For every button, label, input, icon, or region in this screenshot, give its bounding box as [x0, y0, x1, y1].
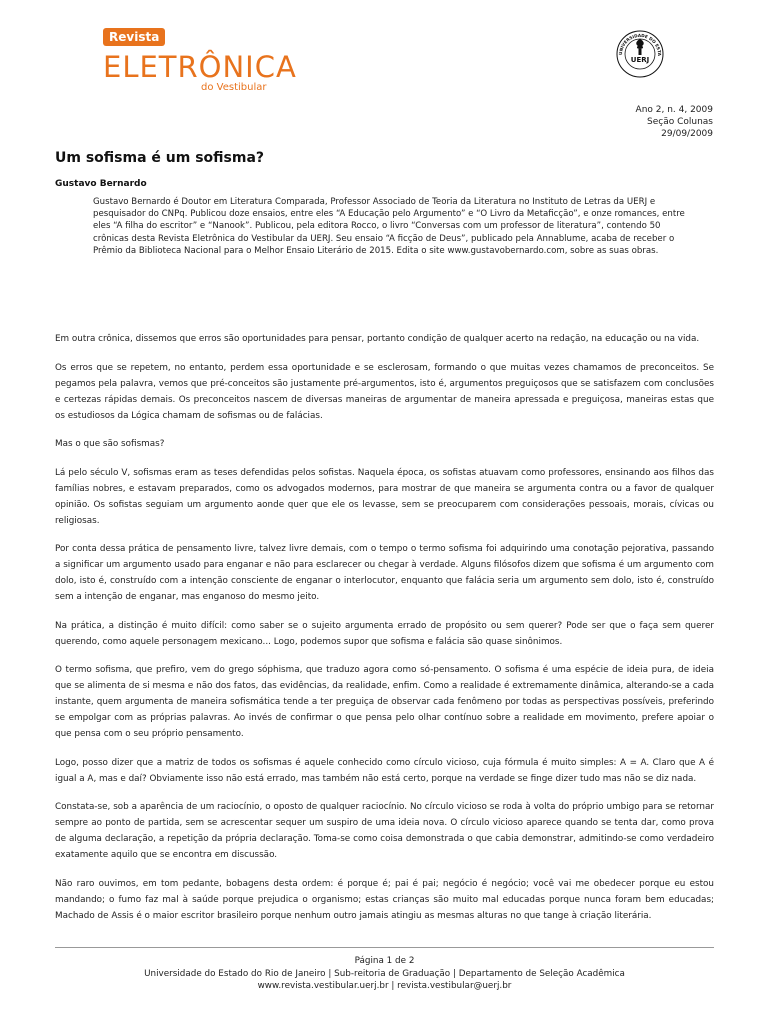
- paragraph: Em outra crônica, dissemos que erros são oportunidades para pensar, portanto condição de qualquer acerto na redação, na educação ou na vida.: [55, 334, 700, 344]
- footer-divider: [55, 947, 714, 948]
- revista-logo: [103, 28, 297, 98]
- paragraph: Lá pelo século V, sofismas eram as teses defendidas pelos sofistas. Naquela época, os sofistas atuavam como professores, ensinando aos filhos das famílias nobres, e estavam preparados, como os advogados modernos, para mostrar de que maneira se argumenta contra ou a favor de qualquer opinião. Os sofistas seguiam um argumento aonde quer que ele os levasse, sem se preocuparem com considerações pessoais, morais, cívicas ou religiosas.: [55, 467, 714, 526]
- paragraph: Mas o que são sofismas?: [55, 439, 165, 449]
- paragraph: Na prática, a distinção é muito difícil: como saber se o sujeito argumenta errado de propósito ou sem querer? Pode ser que o faça sem querer querendo, como aquele personagem mexicano... Logo, podemos supor que sofisma e falácia são quase sinônimos.: [55, 620, 714, 647]
- page-footer: [55, 955, 714, 993]
- author-bio: Gustavo Bernardo é Doutor em Literatura Comparada, Professor Associado de Teoria da Literatura no Instituto de Letras da UERJ e pesquisador do CNPq. Publicou doze ensaios, entre eles “A Educação pelo Argumento” e “O Livro da Metaficção”, e onze romances, entre eles “A filha do escritor” e “Nanook”. Publicou, pela editora Rocco, o livro “Conversas com um professor de literatura”, contendo 50 crônicas desta Revista Eletrônica do Vestibular da UERJ. Seu ensaio “A ficção de Deus”, publicado pela Annablume, acaba de receber o Prêmio da Biblioteca Nacional para o Melhor Ensaio Literário de 2015. Edita o site www.gustavobernardo.com, sobre as suas obras.: [93, 197, 685, 256]
- uerj-seal-icon: [615, 27, 665, 79]
- page-number: Página 1 de 2: [354, 956, 415, 966]
- paragraph: Constata-se, sob a aparência de um raciocínio, o oposto de qualquer raciocínio. No círculo vicioso se roda à volta do próprio umbigo para se retornar sempre ao ponto de partida, sem se acrescentar sequer um suspiro de uma ideia nova. O círculo vicioso aparece quando se tenta dar, como prova de alguma declaração, a repetição da própria declaração. Toma-se como coisa demonstrada o que cabia demonstrar, admitindo-se como verdadeiro exatamente aquilo que se encontra em discussão.: [55, 802, 714, 860]
- article-title: Um sofisma é um sofisma?: [55, 150, 265, 166]
- section-name: Seção Colunas: [647, 117, 713, 127]
- logo-main-text: ELETRÔNICA: [103, 50, 297, 84]
- page-header: [0, 0, 768, 150]
- paragraph: Não raro ouvimos, em tom pedante, bobagens desta ordem: é porque é; pai é pai; negócio é negócio; você vai me obedecer porque eu estou mandando; o fumo faz mal à saúde porque prejudica o organismo; estas crianças são muito mal educadas porque nunca foram bem educadas; Machado de Assis é o maior escritor brasileiro porque nenhum outro jamais atingiu as mesmas alturas no que tange à criação literária.: [55, 878, 714, 921]
- logo-revista-tag: Revista: [103, 28, 165, 46]
- seal-arc-text: UNIVERSIDADE DO ESTA: [617, 32, 663, 57]
- issue-number: Ano 2, n. 4, 2009: [635, 105, 713, 115]
- article-body: [55, 331, 714, 936]
- seal-abbrev: UERJ: [630, 56, 650, 64]
- article-author: Gustavo Bernardo: [55, 179, 147, 189]
- issue-date: 29/09/2009: [661, 129, 713, 139]
- paragraph: Logo, posso dizer que a matriz de todos os sofismas é aquele conhecido como círculo vicioso, cuja fórmula é muito simples: A = A. Claro que A é igual a A, mas e daí? Obviamente isso não está errado, mas também não está certo, porque na verdade se finge dizer tudo mas não se diz nada.: [55, 757, 714, 784]
- issue-meta: [636, 104, 713, 140]
- paragraph: Os erros que se repetem, no entanto, perdem essa oportunidade e se esclerosam, formando o que muitas vezes chamamos de preconceitos. Se pegamos pela palavra, vemos que pré-conceitos são justamente pré-argumentos, isto é, argumentos preguiçosos que se satisfazem com conclusões e certezas rápidas demais. Os preconceitos nascem de diversas maneiras de argumentar de maneira apressada e preguiçosa, maneiras estas que os estudiosos da Lógica chamam de sofismas ou de falácias.: [55, 362, 714, 421]
- footer-links[interactable]: www.revista.vestibular.uerj.br | revista.vestibular@uerj.br: [257, 981, 512, 992]
- paragraph: O termo sofisma, que prefiro, vem do grego sóphisma, que traduzo agora como só-pensamento. O sofisma é uma espécie de ideia pura, de ideia que se alimenta de si mesma e não dos fatos, das evidências, da realidade, enfim. Como a realidade é extremamente dinâmica, alterando-se a cada instante, quem argumenta de maneira sofismática tende a ter preguiça de observar cada fenômeno por todas as perspectivas possíveis, preferindo se empolgar com as próprias palavras. Ao invés de confirmar o que pensa pelo olhar contínuo sobre a realidade em movimento, prefere apoiar o que pensa com o seu próprio pensamento.: [55, 665, 714, 739]
- paragraph: Por conta dessa prática de pensamento livre, talvez livre demais, com o tempo o termo sofisma foi adquirindo uma conotação pejorativa, passando a significar um argumento usado para enganar e não para esclarecer ou chegar à verdade. Alguns filósofos dizem que sofisma é um argumento com dolo, isto é, construído com a intenção consciente de enganar o interlocutor, enquanto que falácia seria um argumento sem dolo, isto é, construído sem a intenção de enganar, mas enganoso do mesmo jeito.: [55, 544, 714, 602]
- logo-sub-text: do Vestibular: [201, 82, 267, 93]
- footer-institution: Universidade do Estado do Rio de Janeiro | Sub-reitoria de Graduação | Departamento de Seleção Acadêmica: [144, 968, 625, 979]
